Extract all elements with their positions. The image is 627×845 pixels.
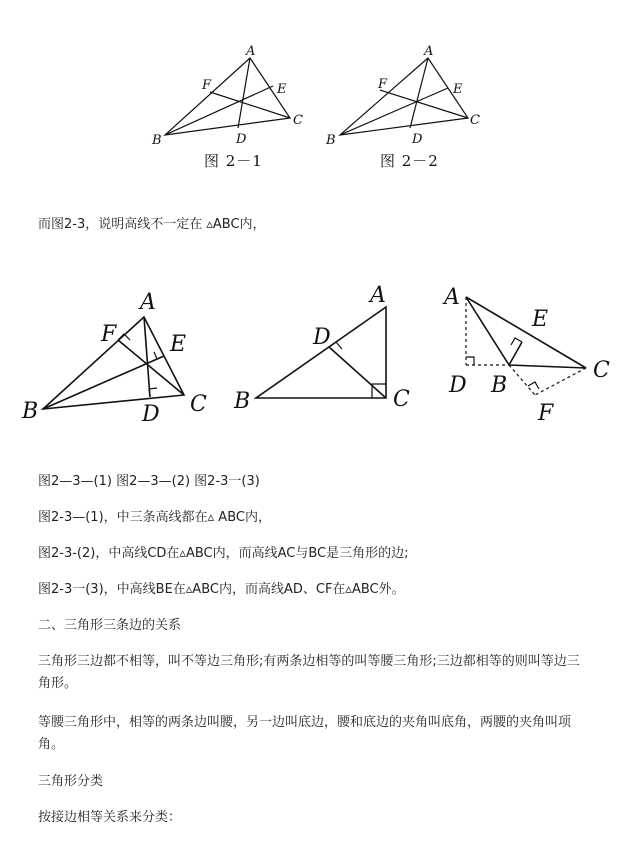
label-a: A [370,283,386,308]
label-c: C [190,392,207,417]
label-d: D [449,373,467,398]
label-c: C [393,387,410,412]
label-f: F [378,77,388,92]
paragraph-classify-by-sides: 按接边相等关系来分类： [38,810,182,825]
figure-2-3-2 [228,280,428,425]
figure-2-1 [140,40,315,150]
label-d: D [412,132,423,147]
label-e: E [532,307,549,332]
label-b: B [152,133,162,148]
label-c: C [293,113,303,128]
label-f: F [202,78,212,93]
heading-classification: 三角形分类 [38,774,104,789]
paragraph-fig3: 图2-3一(3)，中高线BE在▵ABC内，而高线AD、CF在▵ABC外。 [38,582,405,597]
label-b: B [234,389,251,414]
label-d: D [236,132,247,147]
label-f: F [101,322,117,347]
label-b: B [491,373,508,398]
label-a: A [140,290,156,315]
label-f: F [538,401,554,426]
paragraph-triangle-types-line2: 角形。 [38,676,78,691]
label-e: E [170,332,187,357]
paragraph-fig2: 图2-3-(2)，中高线CD在▵ABC内，而高线AC与BC是三角形的边; [38,546,409,561]
label-b: B [326,133,336,148]
paragraph-triangle-types-line1: 三角形三边都不相等，叫不等边三角形;有两条边相等的叫等腰三角形;三边都相等的则叫等边三 [38,654,580,669]
label-a: A [424,44,434,59]
label-d: D [142,402,160,427]
figure-2-1-caption: 图 2－1 [204,152,263,170]
paragraph-altitude-note: 而图2-3，说明高线不一定在 ▵ABC内， [38,217,266,232]
label-d: D [313,325,331,350]
paragraph-fig1: 图2-3—(1)，中三条高线都在▵ ABC内， [38,510,271,525]
figure-2-2-caption: 图 2－2 [380,152,439,170]
figure-2-3-1 [18,285,218,430]
label-e: E [453,82,463,97]
figure-captions-row: 图2—3—(1) 图2—3—(2) 图2-3一(3) [38,474,260,489]
heading-side-relations: 二、三角形三条边的关系 [38,618,182,633]
label-b: B [22,399,39,424]
label-a: A [444,285,460,310]
label-c: C [470,113,480,128]
label-e: E [277,82,287,97]
figure-2-3-3 [438,282,623,427]
paragraph-isosceles-line1: 等腰三角形中，相等的两条边叫腰，另一边叫底边，腰和底边的夹角叫底角，两腰的夹角叫项 [38,715,572,730]
paragraph-isosceles-line2: 角。 [38,737,65,752]
figure-2-2 [320,40,495,150]
label-a: A [246,44,256,59]
label-c: C [593,358,610,383]
